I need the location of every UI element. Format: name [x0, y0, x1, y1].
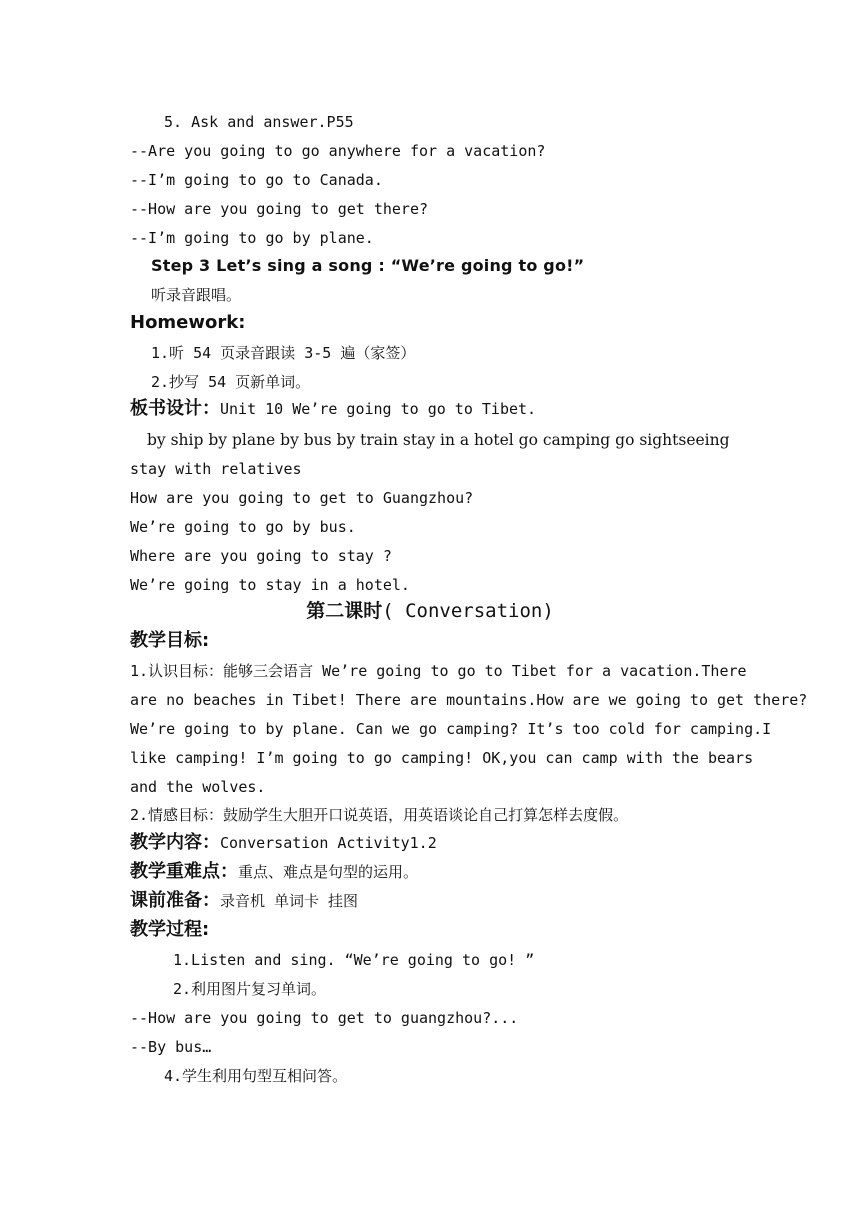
preparation-line	[130, 891, 358, 911]
process-step-4: 4.学生利用句型互相问答。	[164, 1067, 348, 1085]
teaching-content-label: 教学内容：	[130, 832, 220, 853]
goal1-line-4: like camping! I’m going to go camping! OK,you can camp with the bears	[130, 749, 754, 767]
preparation-value: 录音机 单词卡 挂图	[220, 892, 359, 910]
homework-heading: Homework:	[130, 312, 246, 333]
difficulty-value: 重点、难点是句型的运用。	[238, 863, 419, 881]
process-step-1: 1.Listen and sing. “We’re going to go! ”	[173, 951, 535, 969]
process-step-2: 2.利用图片复习单词。	[173, 980, 327, 998]
goal1-line-5: and the wolves.	[130, 778, 266, 796]
preparation-label: 课前准备：	[130, 890, 220, 911]
dialog-line-2: --I’m going to go to Canada.	[130, 171, 383, 189]
board-sentence-3: Where are you going to stay ?	[130, 547, 392, 565]
step3-note: 听录音跟唱。	[151, 286, 242, 304]
lesson2-title-cn: 第二课时	[306, 600, 383, 622]
teaching-content-value: Conversation Activity1.2	[220, 834, 437, 852]
board-sentence-1: How are you going to get to Guangzhou?	[130, 489, 474, 507]
goal1-line-2: are no beaches in Tibet! There are mountains.How are we going to get there?	[130, 691, 808, 709]
step3-heading: Step 3 Let’s sing a song : “We’re going to go!”	[151, 256, 585, 275]
dialog-line-3: --How are you going to get there?	[130, 200, 429, 218]
process-dialog-1: --How are you going to get to guangzhou?...	[130, 1009, 519, 1027]
difficulty-label: 教学重难点：	[130, 861, 238, 882]
board-vocab-line-1: by ship by plane by bus by train stay in a hotel go camping go sightseeing	[147, 431, 730, 449]
board-design-title: Unit 10 We’re going to go to Tibet.	[220, 400, 537, 418]
process-dialog-2: --By bus…	[130, 1038, 212, 1056]
goal1-line-3: We’re going to by plane. Can we go camping? It’s too cold for camping.I	[130, 720, 772, 738]
lesson2-title	[0, 599, 860, 624]
board-vocab-line-2: stay with relatives	[130, 460, 302, 478]
dialog-line-4: --I’m going to go by plane.	[130, 229, 374, 247]
teaching-content-line	[130, 833, 437, 853]
board-design-label: 板书设计：	[130, 398, 220, 419]
goal2-line: 2.情感目标：鼓励学生大胆开口说英语，用英语谈论自己打算怎样去度假。	[130, 806, 629, 824]
teaching-goals-heading: 教学目标:	[130, 630, 210, 651]
board-sentence-2: We’re going to go by bus.	[130, 518, 356, 536]
homework-item-2: 2.抄写 54 页新单词。	[151, 373, 311, 391]
difficulty-line	[130, 862, 418, 882]
board-sentence-4: We’re going to stay in a hotel.	[130, 576, 410, 594]
lesson2-title-en: ( Conversation)	[382, 600, 554, 622]
teaching-process-heading: 教学过程:	[130, 919, 210, 940]
goal1-line-1: 1.认识目标：能够三会语言 We’re going to go to Tibet for a vacation.There	[130, 662, 747, 680]
homework-item-1: 1.听 54 页录音跟读 3-5 遍（家签）	[151, 344, 416, 362]
ask-answer-item: 5. Ask and answer.P55	[164, 113, 354, 131]
dialog-line-1: --Are you going to go anywhere for a vacation?	[130, 142, 546, 160]
board-design-line	[130, 399, 536, 419]
